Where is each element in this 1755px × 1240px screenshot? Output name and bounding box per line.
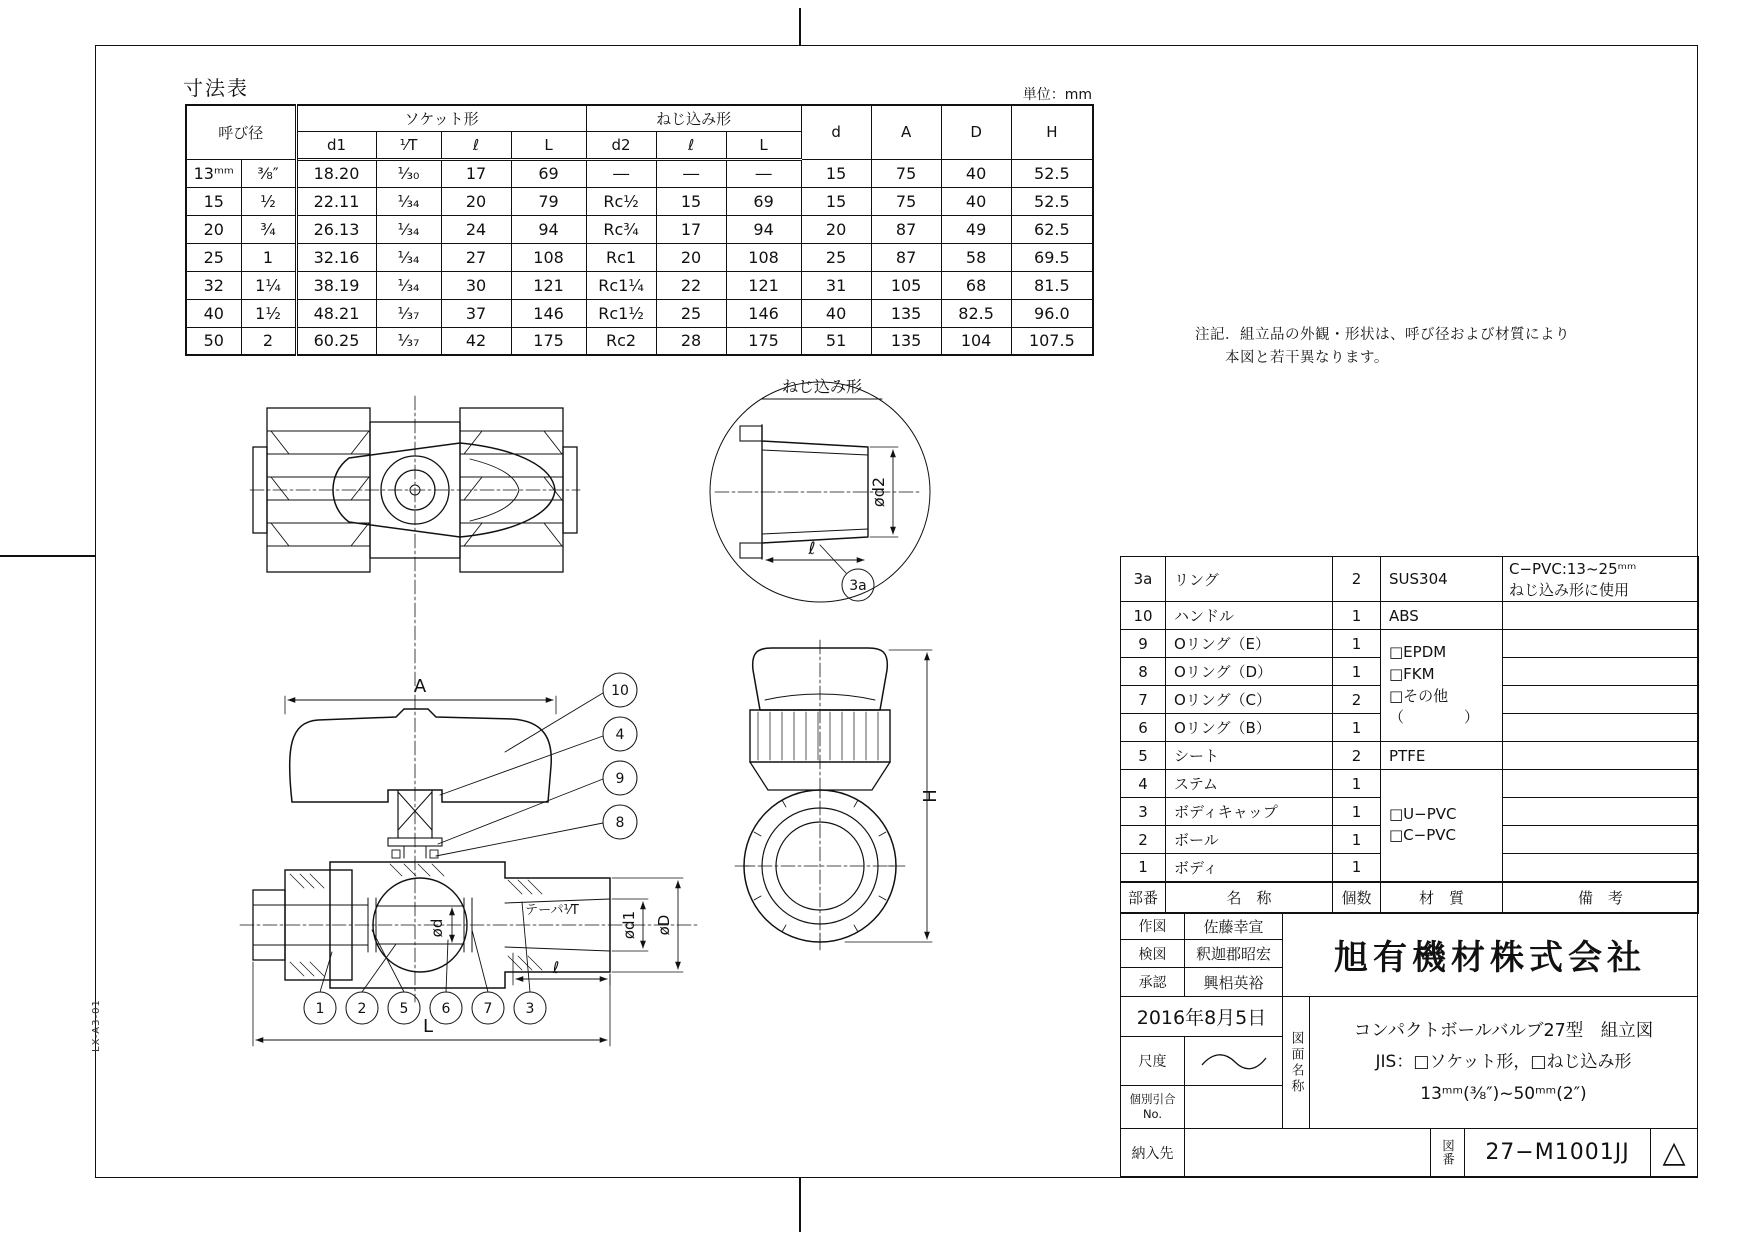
dim-table-cell: 20 [801, 215, 871, 243]
supplier-value [1184, 1128, 1431, 1177]
dim-table-cell: 48.21 [296, 299, 376, 327]
dim-table-cell: 1 [241, 243, 296, 271]
dimension-table [185, 104, 1094, 356]
header-taper: ¹⁄T [376, 131, 441, 159]
material-option: □FKM [1389, 664, 1435, 683]
dim-table-cell: 135 [871, 299, 941, 327]
part-no: 8 [1121, 658, 1166, 686]
part-remark [1503, 742, 1699, 770]
part-row-9 [1121, 630, 1699, 658]
dim-table-cell: 52.5 [1011, 187, 1093, 215]
part-name: ボール [1166, 826, 1333, 854]
dim-table-cell: 25 [186, 243, 241, 271]
callout-3a: 3a [849, 578, 867, 594]
material-option: □C−PVC [1389, 826, 1456, 845]
part-qty: 1 [1333, 602, 1381, 630]
dim-table-cell: Rc¾ [586, 215, 656, 243]
part-remark [1503, 826, 1699, 854]
dim-table-cell: 17 [656, 215, 726, 243]
part-qty: 1 [1333, 658, 1381, 686]
callout-9: 9 [615, 771, 625, 787]
part-row-5 [1121, 742, 1699, 770]
header-nominal: 呼び径 [186, 105, 296, 159]
dim-table-cell: 82.5 [941, 299, 1011, 327]
dim-table-cell: 22.11 [296, 187, 376, 215]
material-option: （ ） [1389, 708, 1480, 727]
callout-1: 1 [315, 1001, 325, 1017]
dim-table-cell: 15 [801, 159, 871, 187]
dim-table-cell: 50 [186, 327, 241, 355]
dim-table-cell: 27 [441, 243, 511, 271]
part-no: 6 [1121, 714, 1166, 742]
section-hatch [290, 864, 542, 976]
inquiry-label [1120, 1085, 1185, 1129]
drawing-name-line3: 13ᵐᵐ(⅜″)~50ᵐᵐ(2″) [1420, 1083, 1587, 1104]
valve-drawings [200, 370, 960, 1060]
header-A: A [871, 105, 941, 159]
parts-header-name: 名 称 [1166, 882, 1333, 914]
dim-table-cell: 1½ [241, 299, 296, 327]
drawing-name-label-text: 図面名称 [1288, 1030, 1304, 1095]
drawing-name-line2: JIS：□ソケット形，□ねじ込み形 [1375, 1052, 1632, 1073]
dim-table-cell: 96.0 [1011, 299, 1093, 327]
note-line-1: 注記．組立品の外観・形状は、呼び径および材質により [1195, 327, 1570, 343]
revision-triangle-icon: △ [1662, 1135, 1686, 1170]
dim-table-cell: 15 [801, 187, 871, 215]
dim-l-detail: ℓ [808, 539, 816, 559]
dim-table-row [186, 159, 1093, 187]
approved-label [1120, 967, 1185, 997]
inquiry-label-line1: 個別引合 [1129, 1092, 1176, 1107]
part-qty: 2 [1333, 686, 1381, 714]
body-material-group [1381, 770, 1503, 882]
dim-table-cell: 20 [186, 215, 241, 243]
dim-table-cell: 135 [871, 327, 941, 355]
part-name: ハンドル [1166, 602, 1333, 630]
note-line-2: 本図と若干異なります。 [1225, 350, 1389, 367]
dim-table-cell: Rc1½ [586, 299, 656, 327]
dim-table-cell: ― [656, 159, 726, 187]
dim-table-row [186, 299, 1093, 327]
part-name: ボディ [1166, 854, 1333, 882]
revision-cell [1650, 1128, 1698, 1177]
dim-table-cell: 15 [186, 187, 241, 215]
dim-table-cell: 75 [871, 187, 941, 215]
dim-H: H [920, 789, 941, 803]
part-remark [1503, 602, 1699, 630]
parts-header-row [1121, 882, 1699, 914]
approved-name-text: 興梠英裕 [1203, 973, 1264, 992]
part-qty: 2 [1333, 557, 1381, 602]
dim-table-cell: 146 [726, 299, 801, 327]
dim-table-cell: ¾ [241, 215, 296, 243]
inquiry-label-line2: No. [1142, 1107, 1163, 1121]
checked-label [1120, 939, 1185, 968]
callout-7: 7 [483, 1001, 493, 1017]
approved-label-text: 承認 [1138, 975, 1167, 991]
dim-table-cell: 25 [656, 299, 726, 327]
dim-table-cell: 60.25 [296, 327, 376, 355]
part-no: 3 [1121, 798, 1166, 826]
callout-2: 2 [357, 1001, 367, 1017]
dim-table-cell: ― [586, 159, 656, 187]
dim-table-cell: 30 [441, 271, 511, 299]
dim-table-cell: 22 [656, 271, 726, 299]
header-L-socket: L [511, 131, 586, 159]
drawn-name-text: 佐藤幸宣 [1203, 917, 1264, 936]
dim-table-cell: 69 [511, 159, 586, 187]
header-H: H [1011, 105, 1093, 159]
dim-table-cell: 58 [941, 243, 1011, 271]
threaded-end-detail [710, 377, 930, 602]
part-no: 2 [1121, 826, 1166, 854]
dim-table-cell: ¹⁄₃₄ [376, 215, 441, 243]
parts-header-remark: 備 考 [1503, 882, 1699, 914]
checked-label-text: 検図 [1138, 946, 1167, 963]
part-material: ABS [1381, 602, 1503, 630]
center-tick-left [0, 555, 95, 557]
callout-5: 5 [399, 1001, 409, 1017]
header-d1: d1 [296, 131, 376, 159]
material-option: □EPDM [1389, 643, 1447, 661]
dim-table-cell: 68 [941, 271, 1011, 299]
part-name: Oリング（D） [1166, 658, 1333, 686]
part-name: Oリング（C） [1166, 686, 1333, 714]
scale-label [1120, 1036, 1185, 1086]
dim-table-row [186, 215, 1093, 243]
dwg-no-label [1430, 1128, 1465, 1177]
dim-L: L [422, 1016, 434, 1037]
part-no: 5 [1121, 742, 1166, 770]
dim-table-cell: ― [726, 159, 801, 187]
dim-d1: ød1 [620, 910, 638, 940]
dim-table-cell: 51 [801, 327, 871, 355]
dwg-no-text: 27−M1001JJ [1485, 1140, 1630, 1165]
dim-table-cell: 105 [871, 271, 941, 299]
part-no: 7 [1121, 686, 1166, 714]
dim-table-cell: 15 [656, 187, 726, 215]
callouts-bottom [304, 902, 546, 1024]
header-socket-group: ソケット形 [296, 105, 586, 131]
dim-table-cell: 38.19 [296, 271, 376, 299]
header-L-screwed: L [726, 131, 801, 159]
part-name: ボディキャップ [1166, 798, 1333, 826]
company-name [1282, 912, 1698, 997]
dim-table-cell: ⅜″ [241, 159, 296, 187]
dim-table-row [186, 187, 1093, 215]
dim-table-cell: 32 [186, 271, 241, 299]
dim-table-cell: 17 [441, 159, 511, 187]
checked-name-text: 釈迦郡昭宏 [1195, 945, 1271, 963]
dim-table-row [186, 243, 1093, 271]
dim-table-cell: 108 [726, 243, 801, 271]
remark-line-2: ねじ込み形に使用 [1509, 581, 1630, 599]
side-view [735, 640, 941, 950]
dim-table-cell: 81.5 [1011, 271, 1093, 299]
dim-table-cell: 26.13 [296, 215, 376, 243]
parts-header-no: 部番 [1121, 882, 1166, 914]
supplier-label-text: 納入先 [1131, 1145, 1174, 1162]
part-qty: 2 [1333, 742, 1381, 770]
dim-table-cell: 32.16 [296, 243, 376, 271]
dwg-no-value [1464, 1128, 1651, 1177]
part-no: 9 [1121, 630, 1166, 658]
dim-table-cell: 42 [441, 327, 511, 355]
part-name: ステム [1166, 770, 1333, 798]
dwg-no-label-text: 図番 [1440, 1139, 1456, 1166]
part-row-10 [1121, 602, 1699, 630]
drawn-label-text: 作図 [1138, 919, 1167, 935]
inquiry-value [1184, 1085, 1283, 1129]
part-remark [1503, 770, 1699, 798]
dim-table-cell: 40 [801, 299, 871, 327]
callout-3: 3 [525, 1001, 535, 1017]
dim-table-cell: 13ᵐᵐ [186, 159, 241, 187]
center-tick-top [799, 8, 801, 45]
drawn-name [1184, 912, 1283, 940]
dim-table-cell: 87 [871, 215, 941, 243]
dim-table-cell: 175 [511, 327, 586, 355]
header-D: D [941, 105, 1011, 159]
dim-table-cell: 107.5 [1011, 327, 1093, 355]
dim-table-cell: 146 [511, 299, 586, 327]
material-option: □その他 [1389, 686, 1449, 705]
part-row-3a [1121, 557, 1699, 602]
dim-table-cell: Rc2 [586, 327, 656, 355]
parts-header-material: 材 質 [1381, 882, 1503, 914]
dim-table-cell: 40 [941, 159, 1011, 187]
dim-table-cell: 1¼ [241, 271, 296, 299]
callout-4: 4 [615, 727, 625, 743]
part-remark [1503, 798, 1699, 826]
dim-table-cell: 40 [941, 187, 1011, 215]
dim-table-cell: ¹⁄₃₄ [376, 243, 441, 271]
dim-d2: ød2 [869, 476, 888, 508]
callout-8: 8 [615, 815, 625, 831]
part-no: 1 [1121, 854, 1166, 882]
part-no: 4 [1121, 770, 1166, 798]
dim-table-row [186, 271, 1093, 299]
part-remark [1503, 854, 1699, 882]
dim-D: øD [655, 914, 673, 936]
dim-table-cell: 37 [441, 299, 511, 327]
parts-table [1120, 556, 1699, 914]
dim-table-cell: 175 [726, 327, 801, 355]
scale-wave-icon [1198, 1050, 1270, 1072]
dim-table-cell: 49 [941, 215, 1011, 243]
part-no: 3a [1121, 557, 1166, 602]
header-d2: d2 [586, 131, 656, 159]
dim-table-cell: ¹⁄₃₇ [376, 299, 441, 327]
part-remark [1503, 630, 1699, 658]
scale-value [1184, 1036, 1283, 1086]
dim-table-cell: Rc1 [586, 243, 656, 271]
callout-10: 10 [611, 683, 629, 699]
part-name: リング [1166, 557, 1333, 602]
part-qty: 1 [1333, 798, 1381, 826]
dim-table-cell: 94 [511, 215, 586, 243]
dim-table-cell: 24 [441, 215, 511, 243]
part-name: Oリング（B） [1166, 714, 1333, 742]
section-view [240, 673, 700, 1046]
part-qty: 1 [1333, 770, 1381, 798]
dim-table-cell: 87 [871, 243, 941, 271]
dim-table-title: 寸法表 [183, 76, 249, 100]
dim-table-cell: 2 [241, 327, 296, 355]
dim-table-cell: 52.5 [1011, 159, 1093, 187]
parts-header-qty: 個数 [1333, 882, 1381, 914]
drawing-name-cell [1309, 996, 1698, 1129]
dim-table-cell: Rc1¼ [586, 271, 656, 299]
remark-line-1: C−PVC:13~25ᵐᵐ [1509, 560, 1637, 578]
date-text: 2016年8月5日 [1136, 1007, 1267, 1029]
date-cell [1120, 996, 1283, 1037]
dim-table-body [186, 159, 1093, 355]
scale-label-text: 尺度 [1138, 1054, 1167, 1070]
drawn-label [1120, 912, 1185, 940]
part-name: Oリング（E） [1166, 630, 1333, 658]
part-material: SUS304 [1381, 557, 1503, 602]
dim-table-cell: 75 [871, 159, 941, 187]
callout-6: 6 [441, 1001, 451, 1017]
drawing-name-line1: コンパクトボールバルブ27型 組立図 [1353, 1020, 1654, 1041]
checked-name [1184, 939, 1283, 968]
header-l-socket: ℓ [441, 131, 511, 159]
supplier-label [1120, 1128, 1185, 1177]
dim-table-cell: 69 [726, 187, 801, 215]
dim-table-cell: 121 [726, 271, 801, 299]
part-qty: 1 [1333, 854, 1381, 882]
header-screwed-group: ねじ込み形 [586, 105, 801, 131]
material-option: □U−PVC [1389, 804, 1457, 823]
center-tick-bottom [799, 1178, 801, 1232]
dim-table-cell: 18.20 [296, 159, 376, 187]
part-qty: 1 [1333, 714, 1381, 742]
drawing-name-label [1282, 996, 1310, 1129]
dim-A: A [413, 676, 427, 697]
approved-name [1184, 967, 1283, 997]
dim-table-cell: 62.5 [1011, 215, 1093, 243]
part-remark [1503, 686, 1699, 714]
dim-table-row [186, 327, 1093, 355]
dim-table-cell: 69.5 [1011, 243, 1093, 271]
dim-table-cell: 20 [441, 187, 511, 215]
dim-table-cell: 28 [656, 327, 726, 355]
dim-table-cell: 31 [801, 271, 871, 299]
header-d: d [801, 105, 871, 159]
company-name-text: 旭有機材株式会社 [1334, 938, 1646, 978]
part-row-4 [1121, 770, 1699, 798]
header-l-screwed: ℓ [656, 131, 726, 159]
part-remark [1503, 658, 1699, 686]
dim-table-cell: 20 [656, 243, 726, 271]
dim-l-socket: ℓ [552, 958, 560, 977]
part-material: PTFE [1381, 742, 1503, 770]
part-remark [1503, 714, 1699, 742]
dim-table-cell: 94 [726, 215, 801, 243]
dim-table-cell: ¹⁄₃₇ [376, 327, 441, 355]
dim-table-cell: 121 [511, 271, 586, 299]
part-qty: 1 [1333, 630, 1381, 658]
dim-table-cell: 40 [186, 299, 241, 327]
part-name: シート [1166, 742, 1333, 770]
unit-label: 単位：mm [1022, 87, 1092, 103]
part-no: 10 [1121, 602, 1166, 630]
dim-table-cell: ½ [241, 187, 296, 215]
part-qty: 1 [1333, 826, 1381, 854]
title-block [1120, 912, 1698, 1177]
detail-title: ねじ込み形 [781, 377, 863, 396]
dim-table-cell: ¹⁄₃₀ [376, 159, 441, 187]
note [1195, 324, 1570, 370]
dim-table-cell: 79 [511, 187, 586, 215]
dim-table-cell: ¹⁄₃₄ [376, 271, 441, 299]
dim-table-cell: 108 [511, 243, 586, 271]
dim-d: ød [428, 918, 446, 938]
dim-table-cell: 104 [941, 327, 1011, 355]
part-remark [1503, 557, 1699, 602]
dim-table-cell: ¹⁄₃₄ [376, 187, 441, 215]
dim-table-cell: Rc½ [586, 187, 656, 215]
seal-material-group [1381, 630, 1503, 742]
form-code: LX-A3-01 [91, 999, 102, 1052]
taper-label: テーパ¹⁄T [525, 903, 579, 918]
dim-table-cell: 25 [801, 243, 871, 271]
